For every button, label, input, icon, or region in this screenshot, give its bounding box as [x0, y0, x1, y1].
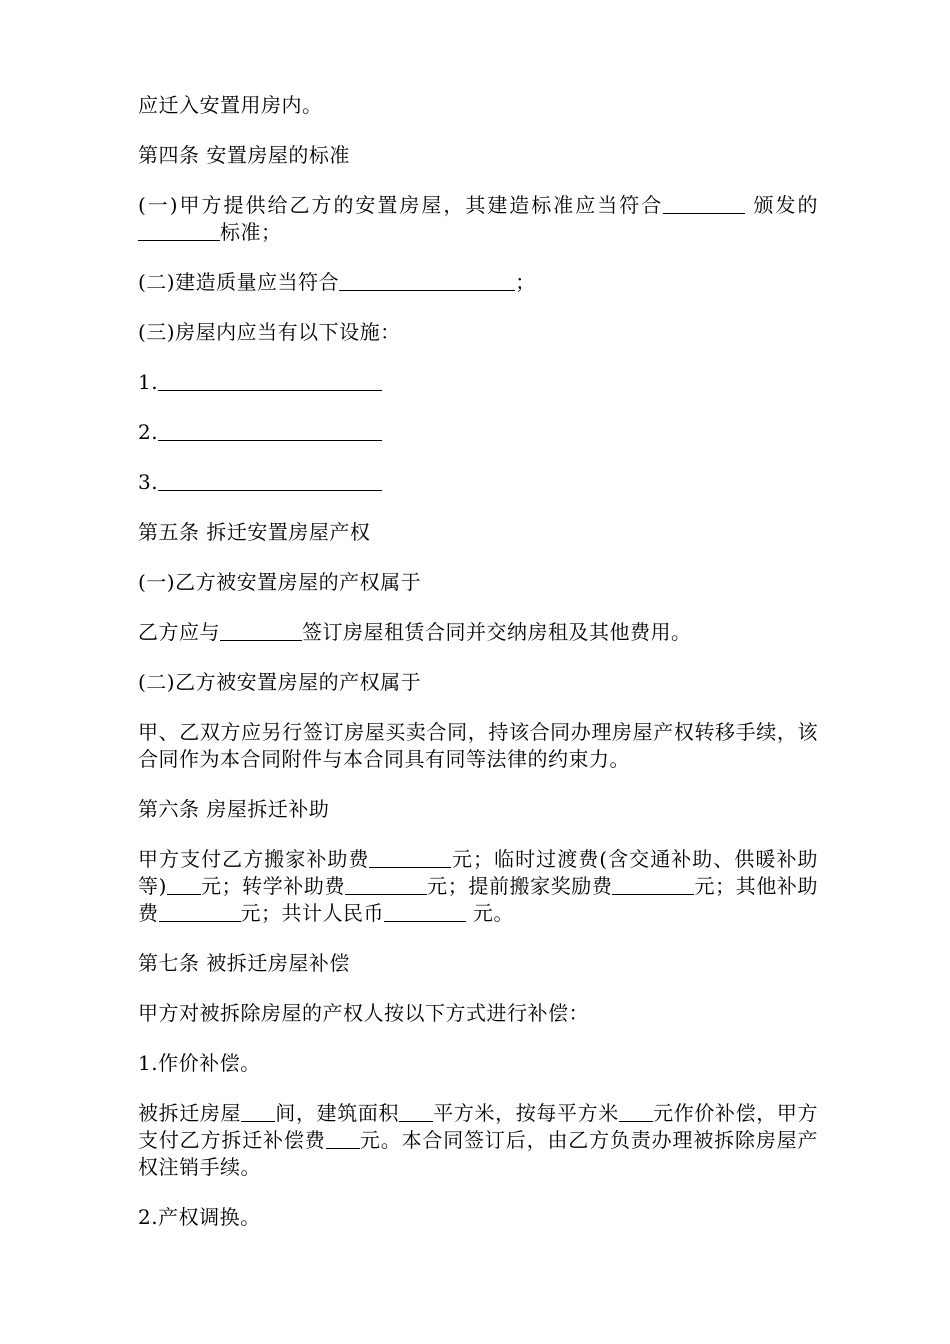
paragraph [138, 1204, 818, 1231]
fill-blank[interactable] [167, 874, 201, 895]
paragraph [138, 569, 818, 596]
text: 第五条 拆迁安置房屋产权 [138, 520, 371, 544]
article-heading-4 [138, 142, 818, 169]
text: 元作价补偿，甲方支付乙方拆迁补偿费 [138, 1101, 819, 1152]
text: (三)房屋内应当有以下设施： [138, 320, 401, 344]
text: 3. [138, 470, 159, 494]
text: 被拆迁房屋 [138, 1101, 242, 1125]
text: 标准； [220, 220, 282, 244]
fill-blank[interactable] [158, 420, 382, 441]
text: 甲、乙双方应另行签订房屋买卖合同，持该合同办理房屋产权转移手续，该合同作为本合同附件与本合同具有同等法律的约束力。 [138, 720, 818, 771]
paragraph [138, 1100, 818, 1181]
text: 甲方对被拆除房屋的产权人按以下方式进行补偿： [138, 1001, 589, 1025]
text: 乙方应与 [138, 620, 220, 644]
text: 2. [138, 420, 159, 444]
text: 第六条 房屋拆迁补助 [138, 797, 330, 821]
text: (一)乙方被安置房屋的产权属于 [138, 570, 422, 594]
paragraph [138, 192, 818, 246]
text: 应迁入安置用房内。 [138, 93, 323, 117]
fill-blank[interactable] [220, 620, 302, 641]
paragraph [138, 669, 818, 696]
text: 元；临时过渡费(含交通补助、供暖补助等) [138, 847, 818, 898]
paragraph [138, 1050, 818, 1077]
text: 签订房屋租赁合同并交纳房租及其他费用。 [302, 620, 692, 644]
text: 2.产权调换。 [138, 1205, 261, 1229]
text: 元。本合同签订后，由乙方负责办理被拆除房屋产权注销手续。 [138, 1128, 819, 1179]
text: 间，建筑面积 [275, 1101, 400, 1125]
paragraph [138, 846, 818, 927]
list-item [138, 469, 818, 496]
fill-blank[interactable] [158, 470, 382, 491]
text: 元；提前搬家奖励费 [427, 874, 613, 898]
article-heading-7 [138, 950, 818, 977]
fill-blank[interactable] [159, 901, 241, 922]
fill-blank[interactable] [326, 1128, 360, 1149]
text: 平方米，按每平方米 [433, 1101, 619, 1125]
text: 甲方支付乙方搬家补助费 [138, 847, 370, 871]
text: 元；共计人民币 [240, 901, 384, 925]
text: 元；其他补助费 [138, 874, 818, 925]
text: 1. [138, 370, 159, 394]
paragraph [138, 1000, 818, 1027]
paragraph [138, 92, 818, 119]
text: 第七条 被拆迁房屋补偿 [138, 951, 350, 975]
list-item [138, 419, 818, 446]
text: 元。 [466, 901, 514, 925]
text: (一)甲方提供给乙方的安置房屋，其建造标准应当符合 [138, 193, 664, 217]
text: 颁发的 [745, 193, 818, 217]
document-page [138, 92, 818, 1254]
text: (二)建造质量应当符合 [138, 270, 340, 294]
fill-blank[interactable] [241, 1101, 275, 1122]
fill-blank[interactable] [158, 370, 382, 391]
article-heading-5 [138, 519, 818, 546]
text: ； [515, 270, 536, 294]
fill-blank[interactable] [612, 874, 694, 895]
text: 1.作价补偿。 [138, 1051, 261, 1075]
paragraph [138, 319, 818, 346]
text: (二)乙方被安置房屋的产权属于 [138, 670, 422, 694]
paragraph [138, 719, 818, 773]
fill-blank[interactable] [663, 193, 745, 214]
fill-blank[interactable] [138, 220, 220, 241]
fill-blank[interactable] [384, 901, 466, 922]
text: 第四条 安置房屋的标准 [138, 143, 350, 167]
fill-blank[interactable] [399, 1101, 433, 1122]
fill-blank[interactable] [339, 270, 515, 291]
fill-blank[interactable] [369, 847, 451, 868]
list-item [138, 369, 818, 396]
paragraph [138, 269, 818, 296]
fill-blank[interactable] [345, 874, 427, 895]
fill-blank[interactable] [619, 1101, 653, 1122]
text: 元；转学补助费 [200, 874, 346, 898]
paragraph [138, 619, 818, 646]
article-heading-6 [138, 796, 818, 823]
